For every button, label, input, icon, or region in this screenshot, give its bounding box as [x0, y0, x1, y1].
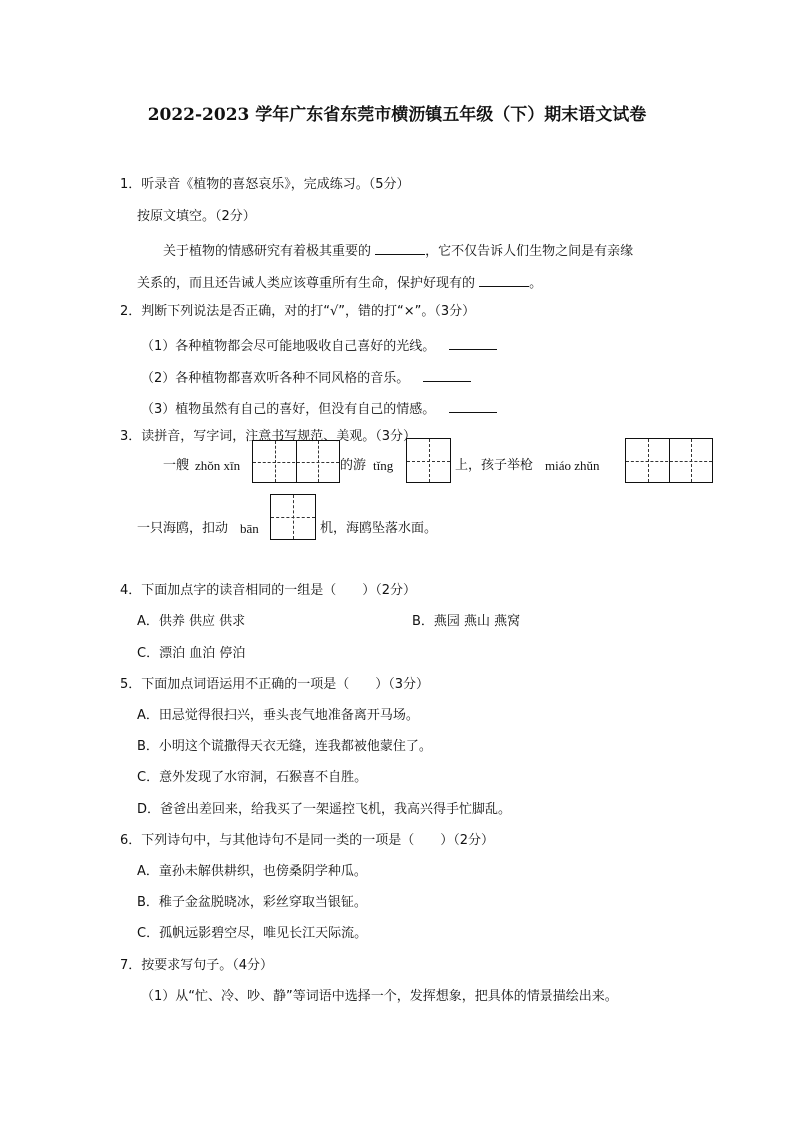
q4-option-b[interactable]: B．燕园 燕山 燕窝: [412, 614, 521, 629]
q7-sub-1: （1）从“忙、冷、吵、静”等词语中选择一个，发挥想象，把具体的情景描绘出来。: [141, 989, 618, 1004]
q1-line1-b: ，它不仅告诉人们生物之间是有亲缘: [425, 244, 634, 259]
q3-writing-grid-3[interactable]: [625, 438, 713, 483]
q6-option-b[interactable]: B．稚子金盆脱晓冰，彩丝穿取当银钲。: [137, 895, 367, 910]
q5-option-a[interactable]: A．田忌觉得很扫兴，垂头丧气地准备离开马场。: [137, 708, 419, 723]
q3-stem: 3．读拼音，写字词，注意书写规范、美观。（3分）: [120, 429, 417, 444]
q1-blank-1[interactable]: [375, 242, 425, 255]
q1-line1-a: 关于植物的情感研究有着极其重要的: [163, 244, 372, 259]
q1-line2-a: 关系的，而且还告诫人类应该尊重所有生命，保护好现有的: [137, 276, 476, 291]
q1-line1: [163, 242, 633, 258]
q1-stem: 1．听录音《植物的喜怒哀乐》，完成练习。（5分）: [120, 177, 410, 192]
q1-line2-b: 。: [529, 276, 543, 291]
q3-pinyin-2: tǐng: [373, 458, 394, 473]
q1-sub: 按原文填空。（2分）: [137, 209, 256, 224]
q4-stem: 4．下面加点字的读音相同的一组是（ ）（2分）: [120, 583, 417, 598]
q2-item-1: [141, 337, 497, 353]
q2-item-3-text: （3）植物虽然有自己的喜好，但没有自己的情感。: [141, 402, 436, 417]
q2-answer-3[interactable]: [449, 400, 497, 413]
q2-item-1-text: （1）各种植物都会尽可能地吸收自己喜好的光线。: [141, 339, 436, 354]
q1-line2: [137, 274, 542, 290]
q2-answer-2[interactable]: [423, 369, 471, 382]
q7-stem: 7．按要求写句子。（4分）: [120, 958, 274, 973]
q5-option-d[interactable]: D．爸爸出差回来，给我买了一架遥控飞机，我高兴得手忙脚乱。: [137, 802, 512, 817]
q3-pinyin-1: zhǒn xīn: [195, 458, 241, 473]
q2-item-2: [141, 369, 471, 385]
q5-stem: 5．下面加点词语运用不正确的一项是（ ）（3分）: [120, 677, 430, 692]
q6-stem: 6．下列诗句中，与其他诗句不是同一类的一项是（ ）（2分）: [120, 833, 495, 848]
q3-text-5: 机，海鸥坠落水面。: [320, 521, 438, 536]
q6-option-a[interactable]: A．童孙未解供耕织，也傍桑阴学种瓜。: [137, 864, 367, 879]
q3-writing-grid-1[interactable]: [252, 440, 340, 483]
q3-text-4: 一只海鸥，扣动: [137, 521, 229, 536]
q3-text-1: 一艘: [163, 458, 190, 473]
q3-text-3: 上，孩子举枪: [455, 458, 534, 473]
q2-item-2-text: （2）各种植物都喜欢听各种不同风格的音乐。: [141, 371, 410, 386]
q2-answer-1[interactable]: [449, 337, 497, 350]
q3-writing-grid-2[interactable]: [406, 438, 451, 483]
q5-option-c[interactable]: C．意外发现了水帘洞，石猴喜不自胜。: [137, 770, 368, 785]
q3-pinyin-4: bān: [240, 521, 259, 536]
q2-item-3: [141, 400, 497, 416]
q6-option-c[interactable]: C．孤帆远影碧空尽，唯见长江天际流。: [137, 926, 368, 941]
q5-option-b[interactable]: B．小明这个谎撒得天衣无缝，连我都被他蒙住了。: [137, 739, 432, 754]
q4-option-c[interactable]: C．漂泊 血泊 停泊: [137, 646, 246, 661]
page-title: 2022-2023 学年广东省东莞市横沥镇五年级（下）期末语文试卷: [147, 105, 647, 125]
q3-writing-grid-4[interactable]: [270, 494, 316, 540]
q2-stem: 2．判断下列说法是否正确，对的打“√”，错的打“×”。（3分）: [120, 304, 476, 319]
q1-blank-2[interactable]: [479, 274, 529, 287]
q3-pinyin-3: miáo zhǔn: [545, 458, 600, 473]
q3-text-2: 的游: [340, 458, 367, 473]
q4-option-a[interactable]: A．供养 供应 供求: [137, 614, 246, 629]
